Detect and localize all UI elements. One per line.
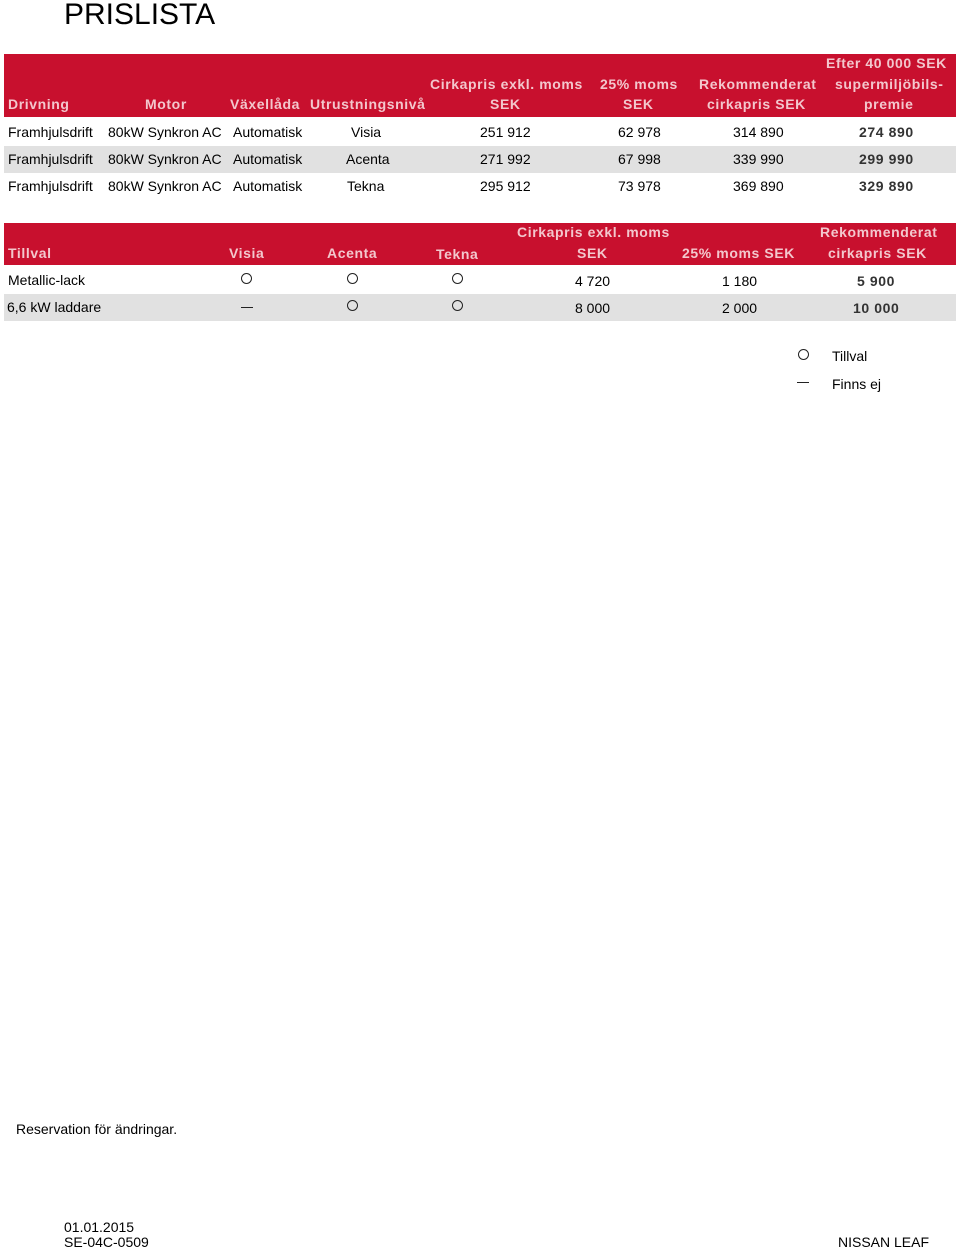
legend-finns-ej: Finns ej bbox=[832, 376, 882, 392]
cell-moms: 2 000 bbox=[722, 300, 758, 316]
header-cirkapris-line2: SEK bbox=[577, 245, 608, 261]
header-moms: 25% moms SEK bbox=[682, 245, 796, 261]
header-rek-line2: cirkapris SEK bbox=[707, 96, 806, 112]
cell-rek: 314 890 bbox=[733, 124, 784, 140]
cell-motor: 80kW Synkron AC bbox=[108, 151, 222, 167]
options-table-header bbox=[4, 223, 956, 265]
option-circle-icon bbox=[452, 300, 463, 311]
header-rek-line1: Rekommenderat bbox=[699, 76, 817, 92]
header-efter-line2: supermiljöbils- bbox=[835, 76, 944, 92]
cell-moms: 67 998 bbox=[618, 151, 661, 167]
header-visia: Visia bbox=[229, 245, 265, 261]
finns-ej-dash-icon bbox=[797, 382, 809, 383]
cell-tillval: 6,6 kW laddare bbox=[7, 299, 102, 315]
reservation-note: Reservation för ändringar. bbox=[16, 1121, 178, 1137]
header-cirkapris-line1: Cirkapris exkl. moms bbox=[517, 224, 670, 240]
cell-drivning: Framhjulsdrift bbox=[8, 124, 93, 140]
option-circle-icon bbox=[347, 273, 358, 284]
cell-moms: 1 180 bbox=[722, 273, 758, 289]
cell-rek: 10 000 bbox=[853, 300, 900, 316]
header-moms-line2: SEK bbox=[623, 96, 654, 112]
cell-cirkapris: 295 912 bbox=[480, 178, 531, 194]
dash-icon bbox=[241, 307, 253, 308]
table-row bbox=[4, 173, 956, 200]
cell-motor: 80kW Synkron AC bbox=[108, 178, 222, 194]
footer-date: 01.01.2015 bbox=[64, 1219, 135, 1235]
header-motor: Motor bbox=[145, 96, 187, 112]
table-row bbox=[4, 267, 956, 294]
cell-moms: 73 978 bbox=[618, 178, 661, 194]
tillval-circle-icon bbox=[798, 349, 809, 360]
cell-motor: 80kW Synkron AC bbox=[108, 124, 222, 140]
cell-drivning: Framhjulsdrift bbox=[8, 178, 93, 194]
cell-rek: 339 990 bbox=[733, 151, 784, 167]
cell-vaxellada: Automatisk bbox=[233, 124, 303, 140]
header-tekna: Tekna bbox=[436, 246, 479, 262]
cell-niva: Visia bbox=[351, 124, 382, 140]
header-vaxellada: Växellåda bbox=[230, 96, 300, 112]
cell-cirkapris: 4 720 bbox=[575, 273, 611, 289]
header-moms-line1: 25% moms bbox=[600, 76, 678, 92]
cell-cirkapris: 271 992 bbox=[480, 151, 531, 167]
cell-rek: 369 890 bbox=[733, 178, 784, 194]
page-title: PRISLISTA bbox=[64, 0, 216, 31]
header-cirkapris-line1: Cirkapris exkl. moms bbox=[430, 76, 583, 92]
header-acenta: Acenta bbox=[327, 245, 378, 261]
cell-cirkapris: 251 912 bbox=[480, 124, 531, 140]
option-circle-icon bbox=[241, 273, 252, 284]
cell-rek: 5 900 bbox=[857, 273, 896, 289]
header-rek-line1: Rekommenderat bbox=[820, 224, 938, 240]
header-tillval: Tillval bbox=[8, 245, 52, 261]
cell-cirkapris: 8 000 bbox=[575, 300, 611, 316]
table-row bbox=[4, 294, 956, 321]
cell-niva: Acenta bbox=[346, 151, 390, 167]
cell-efter: 274 890 bbox=[859, 124, 914, 140]
option-circle-icon bbox=[452, 273, 463, 284]
cell-efter: 299 990 bbox=[859, 151, 914, 167]
cell-vaxellada: Automatisk bbox=[233, 151, 303, 167]
header-drivning: Drivning bbox=[8, 96, 70, 112]
table-row bbox=[4, 146, 956, 173]
header-rek-line2: cirkapris SEK bbox=[828, 245, 927, 261]
option-circle-icon bbox=[347, 300, 358, 311]
footer-model: NISSAN LEAF bbox=[838, 1234, 930, 1250]
header-utrustningsniva: Utrustningsnivå bbox=[310, 96, 426, 112]
cell-efter: 329 890 bbox=[859, 178, 914, 194]
footer-code: SE-04C-0509 bbox=[64, 1234, 149, 1250]
cell-moms: 62 978 bbox=[618, 124, 661, 140]
table-row bbox=[4, 119, 956, 146]
header-efter-line3: premie bbox=[864, 96, 914, 112]
cell-vaxellada: Automatisk bbox=[233, 178, 303, 194]
header-efter-line1: Efter 40 000 SEK bbox=[826, 55, 947, 71]
cell-niva: Tekna bbox=[347, 178, 385, 194]
price-table-header bbox=[4, 54, 956, 117]
cell-tillval: Metallic-lack bbox=[8, 272, 86, 288]
header-cirkapris-line2: SEK bbox=[490, 96, 521, 112]
cell-drivning: Framhjulsdrift bbox=[8, 151, 93, 167]
legend-tillval: Tillval bbox=[832, 348, 868, 364]
